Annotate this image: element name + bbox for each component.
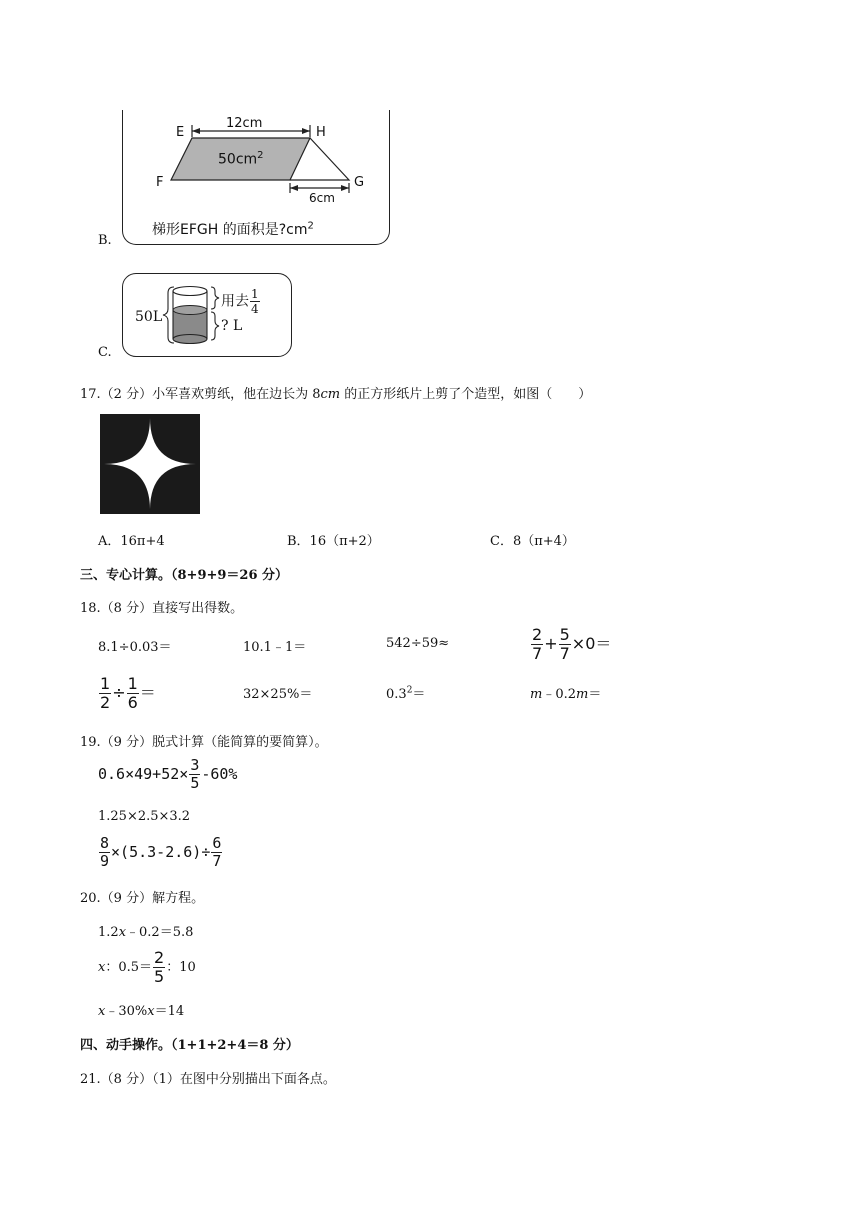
equation-20-1: 1.2x﹣0.2＝5.8: [98, 925, 194, 940]
total-volume-label: 50L: [135, 309, 163, 325]
question-21-stem: 21.（8 分）（1）在图中分别描出下面各点。: [80, 1072, 336, 1087]
question-17-option-a: A．16π+4: [98, 534, 165, 549]
calc-18-5: $\frac{1}{2}$ ÷ $\frac{1}{6}$ ＝: [100, 674, 156, 712]
question-19-stem: 19.（9 分）脱式计算（能简算的要简算）。: [80, 735, 328, 750]
question-17-stem: 17.（2 分）小军喜欢剪纸，他在边长为 8cm 的正方形纸片上剪了个造型，如图（ ）: [80, 387, 592, 402]
vertex-e-label: E: [176, 125, 185, 140]
bottom-length-label: 6cm: [309, 191, 335, 205]
question-20-stem: 20.（9 分）解方程。: [80, 891, 205, 906]
remaining-volume-label: ? L: [221, 318, 243, 334]
section-3-title: 三、专心计算。（8+9+9＝26 分）: [80, 568, 289, 583]
area-label: $50cm^2$: [218, 150, 264, 168]
top-length-label: 12cm: [226, 116, 263, 131]
calc-18-7: $0.3^2=$: [386, 685, 426, 702]
question-18-stem: 18.（8 分）直接写出得数。: [80, 601, 244, 616]
expression-19-1: 0.6×49+52× $\frac{3}{5}$ -60%: [98, 756, 238, 792]
question-17-option-b: B．16（π+2）: [287, 534, 380, 549]
section-4-title: 四、动手操作。（1+1+2+4＝8 分）: [80, 1038, 299, 1053]
calc-18-2: 10.1﹣1＝: [243, 640, 307, 655]
used-fraction-label: 用去 $\frac{1}{4}$: [221, 287, 259, 316]
four-point-star-papercut: [100, 414, 200, 514]
expression-19-2: 1.25×2.5×3.2: [98, 809, 191, 824]
calc-18-4: $\frac{2}{7}$ + $\frac{5}{7}$ ×0＝: [532, 625, 612, 663]
option-b-marker: B.: [98, 233, 112, 248]
trapezoid-question: 梯形EFGH 的面积是$?cm^2$: [152, 220, 314, 238]
option-c-marker: C.: [98, 345, 112, 360]
equation-20-2: x：0.5＝ $\frac{2}{5}$ ：10: [98, 948, 196, 986]
vertex-h-label: H: [316, 125, 326, 140]
question-17-option-c: C．8（π+4）: [490, 534, 575, 549]
equation-20-3: x﹣30%x＝14: [98, 1004, 185, 1019]
vertex-g-label: G: [354, 175, 365, 190]
calc-18-1: 8.1÷0.03＝: [98, 640, 172, 655]
calc-18-8: m﹣0.2m＝: [530, 687, 602, 702]
vertex-f-label: F: [156, 175, 164, 190]
calc-18-3: 542÷59≈: [386, 636, 450, 651]
calc-18-6: 32×25%＝: [243, 687, 313, 702]
expression-19-3: $\frac{8}{9}$ ×(5.3-2.6)÷ $\frac{6}{7}$: [100, 834, 222, 870]
